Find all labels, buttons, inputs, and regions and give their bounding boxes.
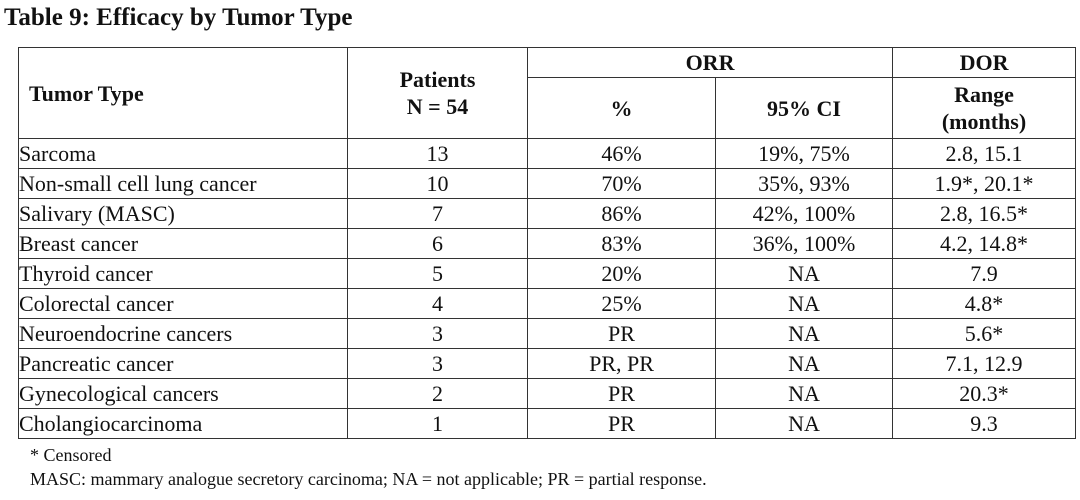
cell-dor-range: 1.9*, 20.1*: [893, 169, 1076, 199]
footnote-abbreviations: MASC: mammary analogue secretory carcinoma; NA = not applicable; PR = partial response.: [30, 469, 707, 489]
table-row: [19, 199, 1076, 229]
header-tumor-type: Tumor Type: [19, 48, 348, 139]
cell-patients: 1: [348, 409, 528, 439]
table-row: [19, 169, 1076, 199]
table-row: [19, 379, 1076, 409]
table-row: [19, 289, 1076, 319]
table-body: [19, 139, 1076, 439]
cell-patients: 13: [348, 139, 528, 169]
cell-orr-percent: 20%: [528, 259, 716, 289]
cell-tumor-type: Neuroendocrine cancers: [19, 319, 348, 349]
cell-orr-percent: 83%: [528, 229, 716, 259]
cell-patients: 2: [348, 379, 528, 409]
cell-tumor-type: Non-small cell lung cancer: [19, 169, 348, 199]
cell-patients: 3: [348, 349, 528, 379]
cell-patients: 10: [348, 169, 528, 199]
header-orr-percent: %: [528, 78, 716, 139]
header-dor-range: [893, 78, 1076, 139]
header-patients: [348, 48, 528, 139]
cell-tumor-type: Pancreatic cancer: [19, 349, 348, 379]
cell-orr-percent: PR: [528, 379, 716, 409]
cell-orr-percent: PR, PR: [528, 349, 716, 379]
cell-orr-percent: PR: [528, 319, 716, 349]
cell-orr-percent: PR: [528, 409, 716, 439]
cell-patients: 7: [348, 199, 528, 229]
cell-ci: NA: [716, 409, 893, 439]
cell-dor-range: 7.1, 12.9: [893, 349, 1076, 379]
cell-ci: 42%, 100%: [716, 199, 893, 229]
cell-patients: 5: [348, 259, 528, 289]
cell-tumor-type: Sarcoma: [19, 139, 348, 169]
table-row: [19, 349, 1076, 379]
cell-dor-range: 4.2, 14.8*: [893, 229, 1076, 259]
cell-orr-percent: 25%: [528, 289, 716, 319]
cell-orr-percent: 46%: [528, 139, 716, 169]
header-dor: DOR: [893, 48, 1076, 78]
cell-dor-range: 5.6*: [893, 319, 1076, 349]
cell-dor-range: 7.9: [893, 259, 1076, 289]
table-row: [19, 139, 1076, 169]
header-patients-count: N = 54: [406, 94, 469, 119]
cell-tumor-type: Thyroid cancer: [19, 259, 348, 289]
cell-dor-range: 20.3*: [893, 379, 1076, 409]
table-row: [19, 409, 1076, 439]
cell-orr-percent: 70%: [528, 169, 716, 199]
cell-ci: 35%, 93%: [716, 169, 893, 199]
cell-ci: NA: [716, 379, 893, 409]
cell-dor-range: 2.8, 15.1: [893, 139, 1076, 169]
cell-tumor-type: Cholangiocarcinoma: [19, 409, 348, 439]
cell-dor-range: 2.8, 16.5*: [893, 199, 1076, 229]
cell-ci: 36%, 100%: [716, 229, 893, 259]
efficacy-table: [18, 47, 1076, 439]
cell-dor-range: 9.3: [893, 409, 1076, 439]
cell-tumor-type: Breast cancer: [19, 229, 348, 259]
cell-ci: NA: [716, 349, 893, 379]
cell-ci: 19%, 75%: [716, 139, 893, 169]
cell-ci: NA: [716, 289, 893, 319]
cell-orr-percent: 86%: [528, 199, 716, 229]
table-header: [19, 48, 1076, 139]
cell-tumor-type: Salivary (MASC): [19, 199, 348, 229]
table-row: [19, 229, 1076, 259]
header-orr: ORR: [528, 48, 893, 78]
header-dor-range-unit: (months): [941, 109, 1027, 134]
header-orr-ci: 95% CI: [716, 78, 893, 139]
cell-patients: 4: [348, 289, 528, 319]
header-row-top: [19, 48, 1076, 78]
table-row: [19, 319, 1076, 349]
cell-ci: NA: [716, 259, 893, 289]
cell-patients: 6: [348, 229, 528, 259]
footnote-censored: * Censored: [30, 445, 112, 465]
cell-patients: 3: [348, 319, 528, 349]
table-title: Table 9: Efficacy by Tumor Type: [4, 4, 353, 31]
cell-ci: NA: [716, 319, 893, 349]
header-patients-label: Patients: [399, 67, 476, 92]
table-row: [19, 259, 1076, 289]
cell-tumor-type: Gynecological cancers: [19, 379, 348, 409]
cell-tumor-type: Colorectal cancer: [19, 289, 348, 319]
cell-dor-range: 4.8*: [893, 289, 1076, 319]
header-dor-range-label: Range: [954, 82, 1014, 107]
